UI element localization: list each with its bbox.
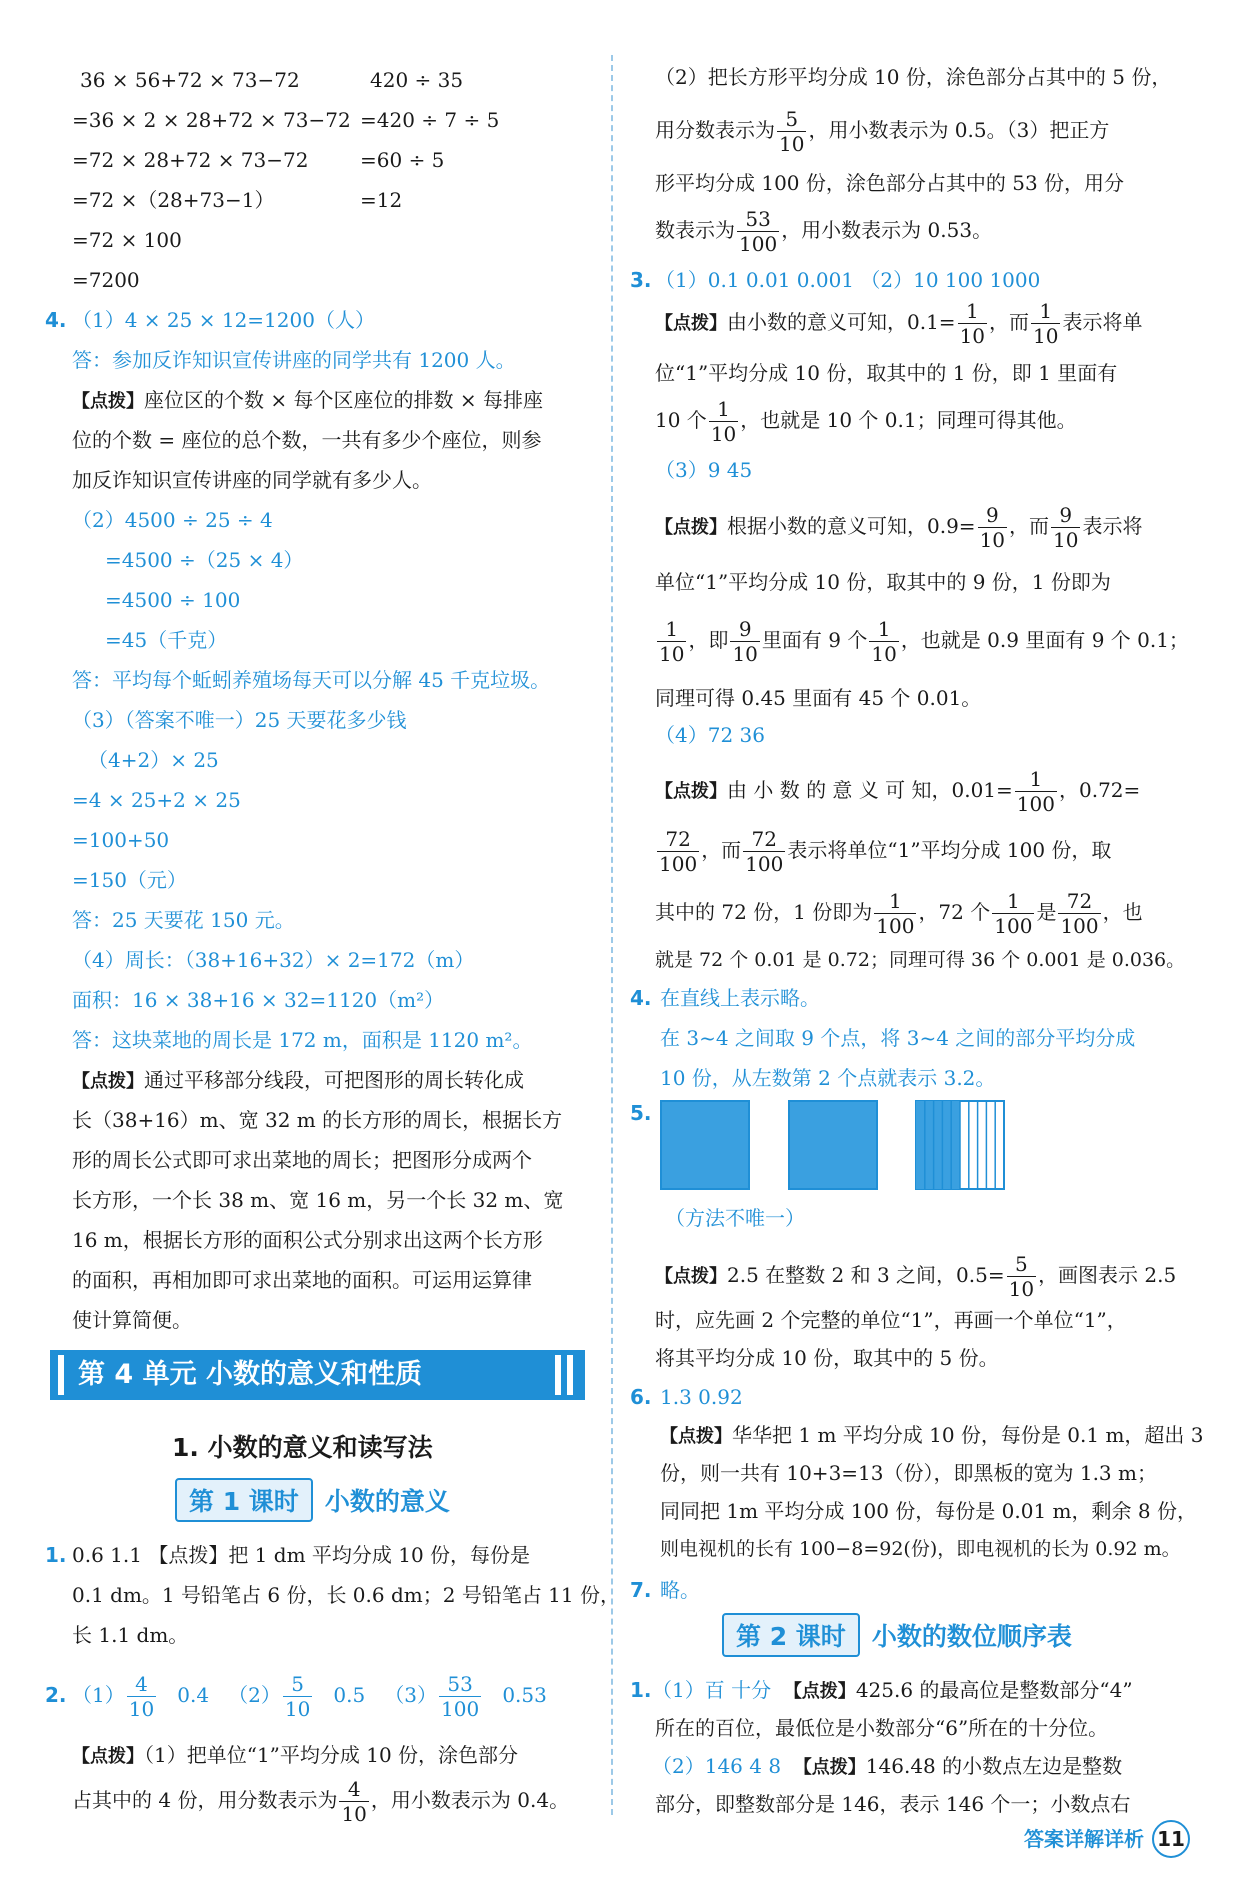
tip-line: 则电视机的长有 100−8=92(份)，即电视机的长为 0.92 m。 [660, 1538, 1181, 1560]
tip-line: 份，则一共有 10+3=13（份），即黑板的宽为 1.3 m； [660, 1461, 1157, 1485]
footer-label: 答案详解详析 [1024, 1827, 1144, 1851]
calc-a-line: =72 ×（28+73−1） [72, 188, 275, 212]
answer-line: =4500 ÷ 100 [105, 588, 241, 612]
tip-line: 【点拨】根据小数的意义可知，0.9= $\frac{9}{10}$ ，而 $\frac{9}{10}$ 表示将 [655, 503, 1143, 552]
lesson-heading: 第 2 课时 小数的数位顺序表 [722, 1613, 1072, 1657]
calc-a-line: =72 × 28+72 × 73−72 [72, 148, 309, 172]
lesson-tag: 第 2 课时 [722, 1613, 860, 1657]
answer-line: =4500 ÷（25 × 4） [105, 548, 304, 572]
answer-line: （4+2）× 25 [88, 748, 219, 772]
answer-line: =150（元） [72, 868, 187, 892]
tip-line: 部分，即整数部分是 146，表示 146 个一；小数点右 [655, 1792, 1131, 1816]
answer-line: 答：参加反诈知识宣传讲座的同学共有 1200 人。 [72, 348, 516, 372]
tip-line: 时，应先画 2 个完整的单位“1”，再画一个单位“1”， [655, 1308, 1127, 1332]
tip-line: 将其平均分成 10 份，取其中的 5 份。 [655, 1346, 999, 1370]
q2-answer: （1） $\frac{4}{10}$ 0.4 （2） $\frac{5}{10}$ 0.5 （3） $\frac{53}{100}$ 0.53 [72, 1672, 547, 1721]
tip-line: 所在的百位，最低位是小数部分“6”所在的十分位。 [655, 1716, 1109, 1740]
tip-line: 【点拨】由 小 数 的 意 义 可 知，0.01= $\frac{1}{100}$ ，0.72= [655, 767, 1141, 816]
calc-b-line: =60 ÷ 5 [360, 148, 445, 172]
lesson-tag: 第 1 课时 [175, 1478, 313, 1522]
answer-line: 略。 [660, 1578, 700, 1602]
calc-b-line: 420 ÷ 35 [370, 68, 464, 92]
tip-line: 占其中的 4 份，用分数表示为 $\frac{4}{10}$ ，用小数表示为 0.4。 [72, 1777, 570, 1826]
tip-line: 形的周长公式即可求出菜地的周长；把图形分成两个 [72, 1148, 532, 1172]
tip-line: 同同把 1m 平均分成 100 份，每份是 0.01 m，剩余 8 份， [660, 1499, 1197, 1523]
answer-line: 面积：16 × 38+16 × 32=1120（m²） [72, 988, 445, 1012]
answer-line: 答：这块菜地的周长是 172 m，面积是 1120 m²。 [72, 1028, 533, 1052]
question-number: 1. [45, 1543, 67, 1567]
unit-square-filled [660, 1100, 750, 1190]
text-line: 用分数表示为 $\frac{5}{10}$ ，用小数表示为 0.5。（3）把正方 [655, 107, 1110, 156]
answer-line: =100+50 [72, 828, 170, 852]
tip-line: 使计算简便。 [72, 1308, 192, 1332]
tip-line: 长（38+16）m、宽 32 m 的长方形的周长，根据长方 [72, 1108, 563, 1132]
calc-a-line: =7200 [72, 268, 140, 292]
tip-line: 位的个数 = 座位的总个数，一共有多少个座位，则参 [72, 428, 542, 452]
tip-line: 【点拨】2.5 在整数 2 和 3 之间，0.5= $\frac{5}{10}$ ，画图表示 2.5 [655, 1252, 1177, 1301]
page-footer [1024, 1820, 1190, 1858]
banner-bar [58, 1355, 64, 1395]
tip-line: 【点拨】华华把 1 m 平均分成 10 份，每份是 0.1 m，超出 3 [660, 1423, 1204, 1447]
tip-label: 【点拨】 [72, 391, 144, 412]
calc-a-line: =72 × 100 [72, 228, 182, 252]
tip-line: 【点拨】座位区的个数 × 每个区座位的排数 × 每排座 [72, 388, 543, 412]
page-number: 11 [1152, 1820, 1190, 1858]
text-line: 形平均分成 100 份，涂色部分占其中的 53 份，用分 [655, 171, 1125, 195]
tip-line: 【点拨】（1）把单位“1”平均分成 10 份，涂色部分 [72, 1743, 519, 1767]
unit-square-filled [788, 1100, 878, 1190]
answer-line: （1）百 十分 【点拨】425.6 的最高位是整数部分“4” [652, 1678, 1133, 1702]
answer-line: 10 份，从左数第 2 个点就表示 3.2。 [660, 1066, 996, 1090]
unit-square-half [915, 1100, 1005, 1190]
unit-banner: 第 4 单元 小数的意义和性质 [50, 1350, 585, 1400]
answer-line: （4）72 36 [655, 723, 765, 747]
column-divider [611, 55, 613, 1815]
question-number: 4. [630, 986, 652, 1010]
calc-b-line: =420 ÷ 7 ÷ 5 [360, 108, 500, 132]
banner-bar [567, 1355, 573, 1395]
question-number: 6. [630, 1385, 652, 1409]
calc-b-line: =12 [360, 188, 403, 212]
answer-line: 1.3 0.92 [660, 1385, 743, 1409]
lesson-heading: 第 1 课时 小数的意义 [175, 1478, 450, 1522]
tip-line: 的面积，再相加即可求出菜地的面积。可运用运算律 [72, 1268, 532, 1292]
tip-line: 【点拨】由小数的意义可知，0.1= $\frac{1}{10}$ ，而 $\frac{1}{10}$ 表示将单 [655, 299, 1143, 348]
question-number: 3. [630, 268, 652, 292]
tip-line: 加反诈知识宣传讲座的同学就有多少人。 [72, 468, 432, 492]
answer-line: 长 1.1 dm。 [72, 1623, 189, 1647]
tip-line: 单位“1”平均分成 10 份，取其中的 9 份，1 份即为 [655, 570, 1111, 594]
question-number: 4. [45, 308, 67, 332]
tip-line: $\frac{1}{10}$ ，即 $\frac{9}{10}$ 里面有 9 个 $\frac{1}{10}$ ，也就是 0.9 里面有 9 个 0.1； [659, 617, 1189, 666]
tip-label: 【点拨】 [72, 1071, 144, 1092]
question-number: 5. [630, 1101, 652, 1125]
tip-line: 其中的 72 份，1 份即为 $\frac{1}{100}$ ，72 个 $\frac{1}{100}$ 是 $\frac{72}{100}$ ，也 [655, 889, 1143, 938]
answer-line: 0.1 dm。1 号铅笔占 6 份，长 0.6 dm；2 号铅笔占 11 份， [72, 1583, 620, 1607]
question-number: 2. [45, 1683, 67, 1707]
tip-line: 16 m，根据长方形的面积公式分别求出这两个长方形 [72, 1228, 543, 1252]
tip-line: 同理可得 0.45 里面有 45 个 0.01。 [655, 686, 982, 710]
text-line: 数表示为 $\frac{53}{100}$ ，用小数表示为 0.53。 [655, 207, 993, 256]
answer-line: 在 3~4 之间取 9 个点，将 3~4 之间的部分平均分成 [660, 1026, 1136, 1050]
tip-line: 10 个 $\frac{1}{10}$ ，也就是 10 个 0.1；同理可得其他。 [655, 397, 1077, 446]
section-title: 1. 小数的意义和读写法 [172, 1433, 433, 1462]
tip-line: 位“1”平均分成 10 份，取其中的 1 份，即 1 里面有 [655, 361, 1118, 385]
banner-bar [555, 1355, 561, 1395]
answer-line: （3）（答案不唯一）25 天要花多少钱 [72, 708, 407, 732]
answer-line: （3）9 45 [655, 458, 753, 482]
text-line: （2）把长方形平均分成 10 份，涂色部分占其中的 5 份， [655, 65, 1172, 89]
answer-line: （2）4500 ÷ 25 ÷ 4 [72, 508, 273, 532]
answer-line: （1）0.1 0.01 0.001 （2）10 100 1000 [655, 268, 1041, 292]
question-number: 7. [630, 1578, 652, 1602]
calc-a-line: 36 × 56+72 × 73−72 [80, 68, 300, 92]
answer-line: （4）周长：（38+16+32）× 2=172（m） [72, 948, 475, 972]
answer-line: 0.6 1.1 【点拨】把 1 dm 平均分成 10 份，每份是 [72, 1543, 531, 1567]
tip-line: 长方形，一个长 38 m、宽 16 m，另一个长 32 m、宽 [72, 1188, 564, 1212]
calc-a-line: =36 × 2 × 28+72 × 73−72 [72, 108, 351, 132]
answer-line: 在直线上表示略。 [660, 986, 820, 1010]
answer-line: （1）4 × 25 × 12=1200（人） [72, 308, 375, 332]
answer-line: =45（千克） [105, 628, 228, 652]
answer-line: 答：25 天要花 150 元。 [72, 908, 295, 932]
answer-note: （方法不唯一） [665, 1206, 805, 1230]
tip-line: 就是 72 个 0.01 是 0.72；同理可得 36 个 0.001 是 0.036。 [655, 949, 1186, 971]
question-number: 1. [630, 1678, 652, 1702]
answer-line: （2）146 4 8 【点拨】146.48 的小数点左边是整数 [652, 1754, 1123, 1778]
tip-line: 【点拨】通过平移部分线段，可把图形的周长转化成 [72, 1068, 524, 1092]
tip-line: $\frac{72}{100}$ ，而 $\frac{72}{100}$ 表示将单位“1”平均分成 100 份，取 [659, 827, 1112, 876]
answer-line: 答：平均每个蚯蚓养殖场每天可以分解 45 千克垃圾。 [72, 668, 551, 692]
answer-line: =4 × 25+2 × 25 [72, 788, 241, 812]
